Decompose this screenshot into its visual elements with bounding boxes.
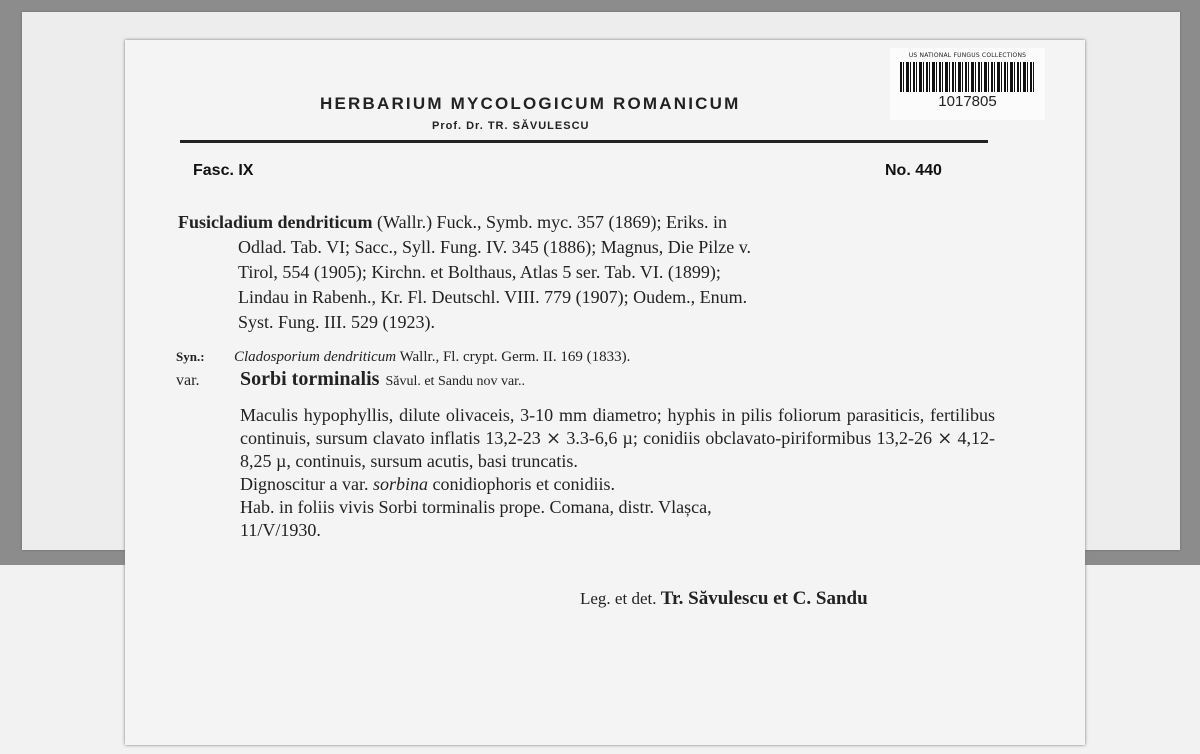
diagnosis-text-a: Dignoscitur a var. — [240, 474, 373, 494]
citation-line-2: Odlad. Tab. VI; Sacc., Syll. Fung. IV. 345 (1886); Magnus, Die Pilze v. — [238, 237, 752, 257]
collector-line — [580, 588, 868, 610]
habitat-line: Hab. in foliis vivis Sorbi torminalis prope. Comana, distr. Vlașca, — [240, 497, 712, 517]
barcode-label — [890, 48, 1045, 120]
variety-name: Sorbi torminalis — [240, 368, 380, 390]
citation-line-3: Tirol, 554 (1905); Kirchn. et Bolthaus, Atlas 5 ser. Tab. VI. (1899); — [238, 262, 721, 282]
species-name: Fusicladium dendriticum — [178, 212, 373, 232]
species-citation — [178, 210, 993, 335]
description-paragraph: Maculis hypophyllis, dilute olivaceis, 3-10 mm diametro; hyphis in pilis foliorum parasiticis, fertilibus continuis, sursum clavato inflatis 13,2-23 ⨯ 3.3-6,6 µ; conidiis obclavato-piriformibus 13,2-26 ⨯ 4,12-8,25 µ, continuis, sursum acutis, basi truncatis. — [240, 405, 995, 471]
diagnosis-line — [240, 473, 995, 496]
barcode-icon — [900, 62, 1035, 92]
diagnosis-variety: sorbina — [372, 474, 428, 494]
barcode-number: 1017805 — [938, 93, 997, 110]
exsiccata-number: No. 440 — [885, 162, 942, 179]
variety-label: var. — [176, 372, 200, 389]
herbarium-title: HERBARIUM MYCOLOGICUM ROMANICUM — [320, 94, 741, 113]
variety-line — [176, 368, 996, 393]
citation-line-5: Syst. Fung. III. 529 (1923). — [238, 312, 435, 332]
barcode-caption: US NATIONAL FUNGUS COLLECTIONS — [908, 52, 1027, 59]
synonym-line — [176, 347, 996, 367]
collector-names: Tr. Săvulescu et C. Sandu — [660, 588, 868, 609]
collection-date: 11/V/1930. — [240, 520, 321, 540]
herbarium-subtitle: Prof. Dr. TR. SĂVULESCU — [432, 120, 590, 132]
description — [240, 404, 995, 542]
synonym-name: Cladosporium dendriticum — [234, 349, 397, 365]
citation-line-4: Lindau in Rabenh., Kr. Fl. Deutschl. VIII. 779 (1907); Oudem., Enum. — [238, 287, 748, 307]
synonym-reference: Wallr., Fl. crypt. Germ. II. 169 (1833). — [396, 349, 631, 365]
header-rule — [180, 140, 988, 143]
collector-prefix: Leg. et det. — [580, 589, 661, 608]
citation-line-1: (Wallr.) Fuck., Symb. myc. 357 (1869); Eriks. in — [372, 212, 728, 232]
fascicle-number: Fasc. IX — [193, 162, 254, 179]
variety-authority: Săvul. et Sandu nov var.. — [385, 374, 526, 389]
diagnosis-text-b: conidiophoris et conidiis. — [428, 474, 615, 494]
synonym-label: Syn.: — [176, 349, 205, 364]
